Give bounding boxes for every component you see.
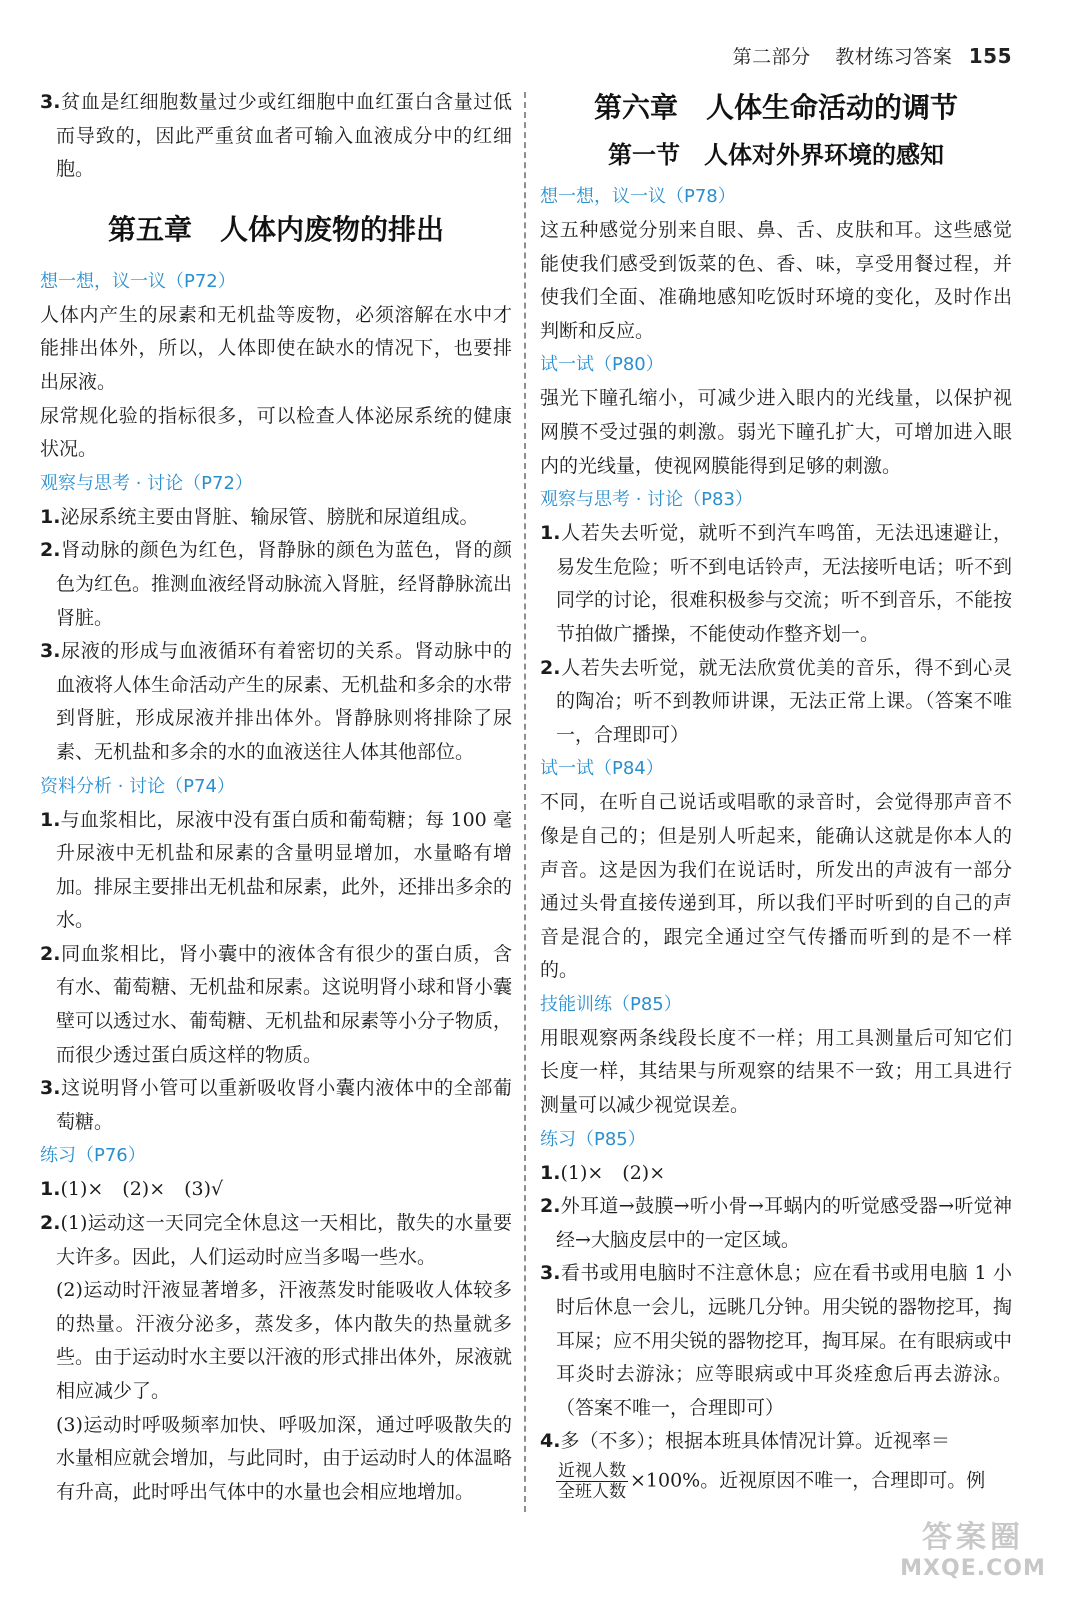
column-divider — [524, 92, 526, 1512]
item-text: 人若失去听觉，就无法欣赏优美的音乐，得不到心灵的陶冶；听不到教师讲课，无法正常上课。（答案不唯一，合理即可） — [556, 656, 1012, 746]
question-item: 1.(1)× (2)× — [540, 1161, 666, 1184]
question-item: 2.肾动脉的颜色为红色，肾静脉的颜色为蓝色，肾的颜色为红色。推测血液经肾动脉流入肾脏，经肾静脉流出肾脏。 — [40, 539, 513, 629]
fraction-denominator: 全班人数 — [558, 1482, 626, 1502]
item-text: 贫血是红细胞数量过少或红细胞中血红蛋白含量过低而导致的，因此严重贫血者可输入血液成分中的红细胞。 — [56, 91, 512, 181]
formula-line — [540, 1461, 1012, 1502]
watermark-top: 答案圈 — [922, 1520, 1024, 1555]
question-item: 3.看书或用电脑时不注意休息；应在看书或用电脑 1 小时后休息一会儿，远眺几分钟。用尖锐的器物挖耳，掏耳屎；应不用尖锐的器物挖耳，掏耳屎。在有眼病或中耳炎时去游泳；应等眼病或中耳炎痊愈后再去游泳。（答案不唯一，合理即可） — [540, 1262, 1013, 1419]
answer-paragraph: 不同，在听自己说话或唱歌的录音时，会觉得那声音不像是自己的；但是别人听起来，能确认这就是你本人的声音。这是因为我们在说话时，所发出的声波有一部分通过头骨直接传递到耳，所以我们平时听到的自己的声音是混合的，跟完全通过空气传播而听到的是不一样的。 — [540, 791, 1012, 982]
question-item: 1.泌尿系统主要由肾脏、输尿管、膀胱和尿道组成。 — [40, 505, 479, 528]
section-label: 试一试（P84） — [540, 758, 664, 780]
question-item: 3.这说明肾小管可以重新吸收肾小囊内液体中的全部葡萄糖。 — [40, 1077, 512, 1133]
item-text: 多（不多）；根据本班具体情况计算。近视率＝ — [560, 1430, 950, 1453]
question-item: 3.贫血是红细胞数量过少或红细胞中血红蛋白含量过低而导致的，因此严重贫血者可输入血液成分中的红细胞。 — [40, 91, 512, 181]
section-label: 观察与思考 · 讨论（P72） — [40, 472, 253, 494]
header-part: 第二部分 — [732, 46, 811, 68]
header-book: 教材练习答案 — [835, 46, 953, 68]
item-text: (1)运动这一天同完全休息这一天相比，散失的水量要大许多。因此，人们运动时应当多喝一些水。 — [56, 1212, 512, 1268]
answer-paragraph: 强光下瞳孔缩小，可减少进入眼内的光线量，以保护视网膜不受过强的刺激。弱光下瞳孔扩大，可增加进入眼内的光线量，使视网膜能得到足够的刺激。 — [540, 387, 1012, 477]
section-title: 第一节 人体对外界环境的感知 — [608, 141, 944, 169]
section-label: 试一试（P80） — [540, 354, 664, 376]
section-label: 技能训练（P85） — [540, 993, 682, 1015]
item-text: (1)× (2)× (3)√ — [60, 1178, 224, 1201]
section-label: 练习（P85） — [540, 1128, 646, 1150]
fraction-numerator: 近视人数 — [558, 1461, 626, 1481]
question-item: 1.与血浆相比，尿液中没有蛋白质和葡萄糖；每 100 毫升尿液中无机盐和尿素的含量明显增加，水量略有增加。排尿主要排出无机盐和尿素，此外，还排出多余的水。 — [40, 808, 513, 932]
chapter-title: 第五章 人体内废物的排出 — [107, 212, 444, 246]
item-text: 人若失去听觉，就听不到汽车鸣笛，无法迅速避让，易发生危险；听不到电话铃声，无法接听电话；听不到同学的讨论，很难积极参与交流；听不到音乐，不能按节拍做广播操，不能使动作整齐划一。 — [556, 522, 1013, 645]
question-item: 3.尿液的形成与血液循环有着密切的关系。肾动脉中的血液将人体生命活动产生的尿素、无机盐和多余的水带到肾脏，形成尿液并排出体外。肾静脉则将排除了尿素、无机盐和多余的水的血液送往人体其他部位。 — [40, 640, 513, 763]
item-text: 同血浆相比，肾小囊中的液体含有很少的蛋白质，含有水、葡萄糖、无机盐和尿素。这说明肾小球和肾小囊壁可以透过水、葡萄糖、无机盐和尿素等小分子物质，而很少透过蛋白质这样的物质。 — [56, 942, 513, 1066]
item-text: 尿液的形成与血液循环有着密切的关系。肾动脉中的血液将人体生命活动产生的尿素、无机盐和多余的水带到肾脏，形成尿液并排出体外。肾静脉则将排除了尿素、无机盐和多余的水的血液送往人体其他部位。 — [56, 640, 513, 763]
question-item: 4.多（不多）；根据本班具体情况计算。近视率＝ — [540, 1430, 950, 1453]
fraction — [556, 1461, 628, 1502]
item-text: 外耳道→鼓膜→听小骨→耳蜗内的听觉感受器→听觉神经→大脑皮层中的一定区域。 — [556, 1195, 1012, 1251]
question-item: 1.(1)× (2)× (3)√ — [40, 1178, 224, 1201]
chapter-title: 第六章 人体生命活动的调节 — [593, 91, 958, 124]
right-column — [540, 86, 1012, 1502]
question-item: 2.同血浆相比，肾小囊中的液体含有很少的蛋白质，含有水、葡萄糖、无机盐和尿素。这说明肾小球和肾小囊壁可以透过水、葡萄糖、无机盐和尿素等小分子物质，而很少透过蛋白质这样的物质。 — [40, 942, 513, 1066]
item-text: 泌尿系统主要由肾脏、输尿管、膀胱和尿道组成。 — [60, 505, 479, 528]
item-text: 肾动脉的颜色为红色，肾静脉的颜色为蓝色，肾的颜色为红色。推测血液经肾动脉流入肾脏，经肾静脉流出肾脏。 — [56, 539, 513, 629]
answer-paragraph: 尿常规化验的指标很多，可以检查人体泌尿系统的健康状况。 — [40, 404, 512, 461]
section-label: 练习（P76） — [40, 1145, 146, 1167]
answer-paragraph: 这五种感觉分别来自眼、鼻、舌、皮肤和耳。这些感觉能使我们感受到饭菜的色、香、味，享受用餐过程，并使我们全面、准确地感知吃饭时环境的变化，及时作出判断和反应。 — [540, 219, 1012, 342]
item-text: 看书或用电脑时不注意休息；应在看书或用电脑 1 小时后休息一会儿，远眺几分钟。用尖锐的器物挖耳，掏耳屎；应不用尖锐的器物挖耳，掏耳屎。在有眼病或中耳炎时去游泳；应等眼病或中耳炎痊愈后再去游泳。（答案不唯一，合理即可） — [556, 1262, 1013, 1419]
running-header — [733, 42, 1012, 69]
question-item: 2.人若失去听觉，就无法欣赏优美的音乐，得不到心灵的陶冶；听不到教师讲课，无法正常上课。（答案不唯一，合理即可） — [540, 656, 1012, 746]
watermark-bottom: MXQE.COM — [900, 1556, 1046, 1581]
section-label: 资料分析 · 讨论（P74） — [40, 775, 235, 797]
sub-answer: (2)运动时汗液显著增多，汗液蒸发时能吸收人体较多的热量。汗液分泌多，蒸发多，体内散失的热量就多些。由于运动时水主要以汗液的形式排出体外，尿液就相应减少了。 — [56, 1279, 513, 1402]
formula-tail: ×100%。近视原因不唯一，合理即可。例 — [630, 1469, 986, 1492]
watermark-logo — [878, 1512, 1068, 1582]
answer-paragraph: 人体内产生的尿素和无机盐等废物，必须溶解在水中才能排出体外，所以，人体即使在缺水的情况下，也要排出尿液。 — [40, 303, 512, 393]
sub-answer: (3)运动时呼吸频率加快、呼吸加深，通过呼吸散失的水量相应就会增加，与此同时，由于运动时人的体温略有升高，此时呼出气体中的水量也会相应地增加。 — [56, 1413, 513, 1503]
item-text: 这说明肾小管可以重新吸收肾小囊内液体中的全部葡萄糖。 — [56, 1077, 512, 1133]
section-label: 想一想，议一议（P72） — [40, 270, 236, 292]
question-item: 2.外耳道→鼓膜→听小骨→耳蜗内的听觉感受器→听觉神经→大脑皮层中的一定区域。 — [540, 1195, 1012, 1251]
left-column — [40, 86, 512, 1509]
item-text: 与血浆相比，尿液中没有蛋白质和葡萄糖；每 100 毫升尿液中无机盐和尿素的含量明显增加，水量略有增加。排尿主要排出无机盐和尿素，此外，还排出多余的水。 — [56, 808, 513, 932]
question-item: 1.人若失去听觉，就听不到汽车鸣笛，无法迅速避让，易发生危险；听不到电话铃声，无法接听电话；听不到同学的讨论，很难积极参与交流；听不到音乐，不能按节拍做广播操，不能使动作整齐划一。 — [540, 522, 1013, 645]
answer-paragraph: 用眼观察两条线段长度不一样；用工具测量后可知它们长度一样，其结果与所观察的结果不一致；用工具进行测量可以减少视觉误差。 — [540, 1026, 1012, 1117]
section-label: 观察与思考 · 讨论（P83） — [540, 489, 753, 511]
item-text: (1)× (2)× — [560, 1161, 666, 1184]
page-number: 155 — [968, 44, 1012, 68]
section-label: 想一想，议一议（P78） — [540, 186, 736, 207]
question-item: 2.(1)运动这一天同完全休息这一天相比，散失的水量要大许多。因此，人们运动时应当多喝一些水。 — [40, 1212, 512, 1268]
